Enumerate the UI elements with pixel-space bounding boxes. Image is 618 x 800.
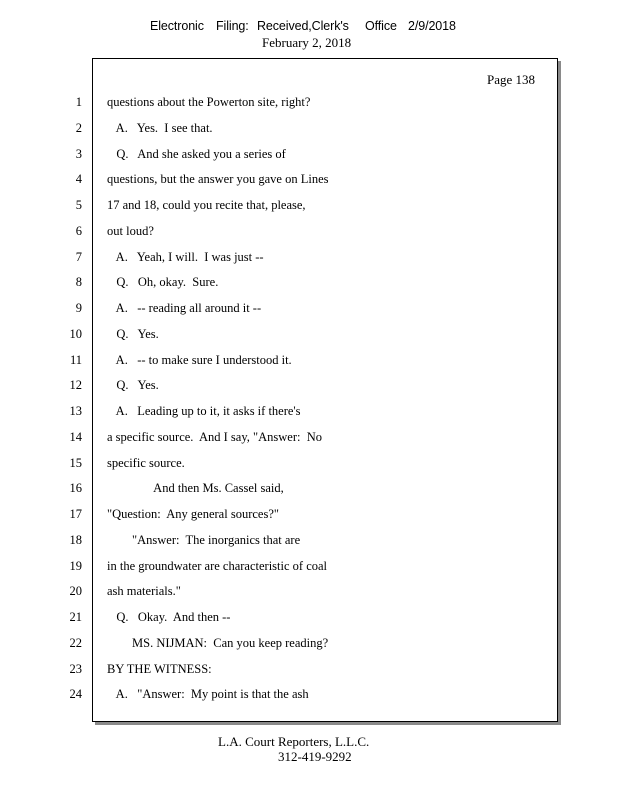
line-number: 10 xyxy=(69,327,82,341)
filing-word-received: Received,Clerk's xyxy=(257,19,349,33)
transcript-line: Q. Yes. xyxy=(107,327,159,341)
transcript-line: A. Yes. I see that. xyxy=(107,121,213,135)
transcript-line: Q. Oh, okay. Sure. xyxy=(107,275,219,289)
line-number: 12 xyxy=(69,378,82,392)
line-number: 9 xyxy=(75,301,82,315)
line-number: 2 xyxy=(75,121,82,135)
transcript-line: a specific source. And I say, "Answer: No xyxy=(107,430,322,444)
line-number: 6 xyxy=(75,224,82,238)
transcript-line: A. -- reading all around it -- xyxy=(107,301,262,315)
line-number: 5 xyxy=(75,198,82,212)
transcript-line: A. -- to make sure I understood it. xyxy=(107,353,292,367)
filing-date: 2/9/2018 xyxy=(408,19,456,33)
transcript-line: questions about the Powerton site, right? xyxy=(107,95,311,109)
transcript-line: Q. Yes. xyxy=(107,378,159,392)
line-number: 19 xyxy=(69,559,82,573)
line-number: 20 xyxy=(69,584,82,598)
transcript-line: ash materials." xyxy=(107,584,181,598)
page-number: Page 138 xyxy=(487,72,536,87)
line-number: 8 xyxy=(75,275,82,289)
transcript-line: MS. NIJMAN: Can you keep reading? xyxy=(107,636,329,650)
line-number: 21 xyxy=(69,610,82,624)
filing-word-filing: Filing: xyxy=(216,19,249,33)
transcript-line: out loud? xyxy=(107,224,154,238)
line-number: 16 xyxy=(69,481,82,495)
line-number: 24 xyxy=(69,687,82,701)
transcript-line: And then Ms. Cassel said, xyxy=(107,481,284,495)
line-number: 1 xyxy=(75,95,82,109)
filing-stamp-line xyxy=(150,19,456,33)
transcript-line: Q. And she asked you a series of xyxy=(107,147,286,161)
line-number: 22 xyxy=(69,636,82,650)
line-number: 17 xyxy=(69,507,82,521)
court-reporter-phone: 312-419-9292 xyxy=(278,749,352,764)
line-number: 7 xyxy=(75,250,82,264)
transcript-line: Q. Okay. And then -- xyxy=(107,610,231,624)
transcript-line: 17 and 18, could you recite that, please, xyxy=(107,198,306,212)
line-number: 3 xyxy=(75,147,82,161)
court-reporter-name: L.A. Court Reporters, L.L.C. xyxy=(218,734,370,749)
line-number: 14 xyxy=(69,430,82,444)
line-number: 11 xyxy=(69,353,82,367)
transcript-line: A. "Answer: My point is that the ash xyxy=(107,687,309,701)
line-number: 15 xyxy=(69,456,82,470)
transcript-line: in the groundwater are characteristic of coal xyxy=(107,559,328,573)
line-number: 4 xyxy=(75,172,82,186)
line-number: 18 xyxy=(69,533,82,547)
filing-word-electronic: Electronic xyxy=(150,19,204,33)
transcript-line: specific source. xyxy=(107,456,185,470)
transcript-line: A. Yeah, I will. I was just -- xyxy=(107,250,264,264)
filing-word-office: Office xyxy=(365,19,397,33)
transcript-line: "Question: Any general sources?" xyxy=(107,507,279,521)
transcript-date: February 2, 2018 xyxy=(262,35,352,50)
transcript-line: "Answer: The inorganics that are xyxy=(107,533,301,547)
line-number: 13 xyxy=(69,404,82,418)
transcript-line: A. Leading up to it, it asks if there's xyxy=(107,404,301,418)
transcript-line: BY THE WITNESS: xyxy=(107,662,212,676)
transcript-line: questions, but the answer you gave on Lines xyxy=(107,172,329,186)
line-number: 23 xyxy=(69,662,82,676)
